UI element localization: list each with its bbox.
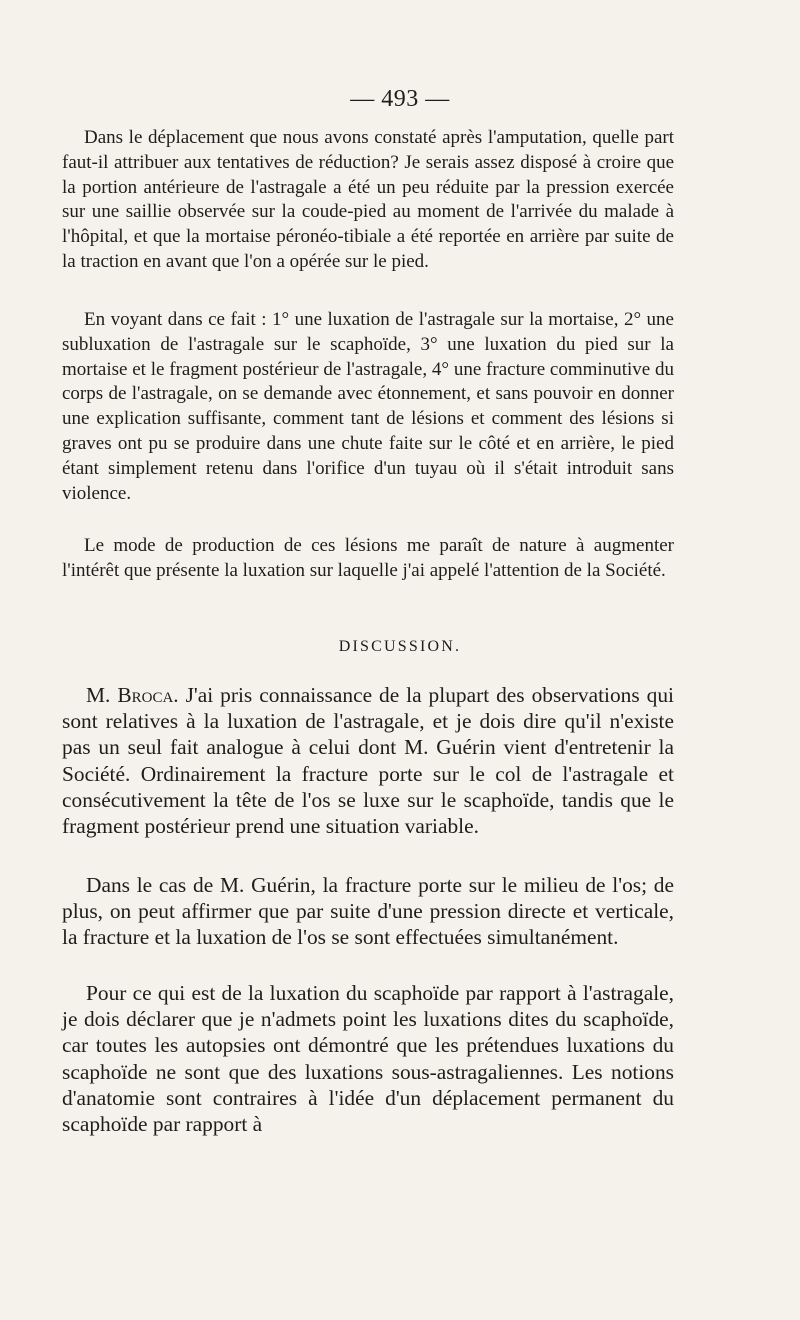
body-paragraph-block [62,308,674,506]
discussion-paragraph-block [62,872,674,951]
speaker-name: Broca [117,683,174,707]
paragraph-amputation: Dans le déplacement que nous avons constaté après l'amputation, quelle part faut-il attribuer aux tentatives de réduction? Je serais assez disposé à croire que la portion antérieure de l'astragale a été un peu réduite par la pression exercée sur une saillie observée sur la coude-pied au moment de l'arrivée du malade à l'hôpital, et que la mortaise péronéo-tibiale a été reportée en arrière par suite de la traction en avant que l'on a opérée sur le pied. [62,127,674,272]
discussion-paragraph-block [62,682,674,839]
body-paragraph-block [62,534,674,584]
body-paragraph-block [62,126,674,275]
discussion-paragraph-broca [62,682,674,839]
paragraph-mode-production: Le mode de production de ces lésions me paraît de nature à augmenter l'intérêt que présente la luxation sur laquelle j'ai appelé l'attention de la Société. [62,535,674,581]
speaker-title: M. [86,683,111,707]
discussion-paragraph-text: . J'ai pris connaissance de la plupart des observations qui sont relatives à la luxation de l'astragale, et je dois dire qu'il n'existe pas un seul fait analogue à celui dont M. Guérin vient d'entretenir la Société. Ordinairement la fracture porte sur le col de l'astragale et consécutivement la tête de l'os se luxe sur le scaphoïde, tandis que le fragment postérieur prend une situation variable. [62,683,674,839]
discussion-heading: DISCUSSION. [338,638,462,655]
discussion-paragraph-block [62,980,674,1137]
page-number: — 493 — [350,86,450,112]
discussion-paragraph-scaphoide: Pour ce qui est de la luxation du scaphoïde par rapport à l'astragale, je dois déclarer que je n'admets point les luxations dites du scaphoïde, car toutes les autopsies ont démontré que les prétendues luxations du scaphoïde ne sont que des luxations sous-astragaliennes. Les notions d'anatomie sont contraires à l'idée d'un déplacement permanent du scaphoïde par rapport à [62,981,674,1137]
paragraph-lesions: En voyant dans ce fait : 1° une luxation de l'astragale sur la mortaise, 2° une subluxation de l'astragale sur le scaphoïde, 3° une luxation du pied sur la mortaise et le fragment postérieur de l'astragale, 4° une fracture comminutive du corps de l'astragale, on se demande avec étonnement, et sans pouvoir en donner une explication suffisante, comment tant de lésions et comment des lésions si graves ont pu se produire dans une chute faite sur le côté et en arrière, le pied étant simplement retenu dans l'orifice d'un tuyau où il s'était introduit sans violence. [62,309,674,504]
discussion-paragraph-guerin: Dans le cas de M. Guérin, la fracture porte sur le milieu de l'os; de plus, on peut affirmer que par suite d'une pression directe et verticale, la fracture et la luxation de l'os se sont effectuées simultanément. [62,873,674,950]
